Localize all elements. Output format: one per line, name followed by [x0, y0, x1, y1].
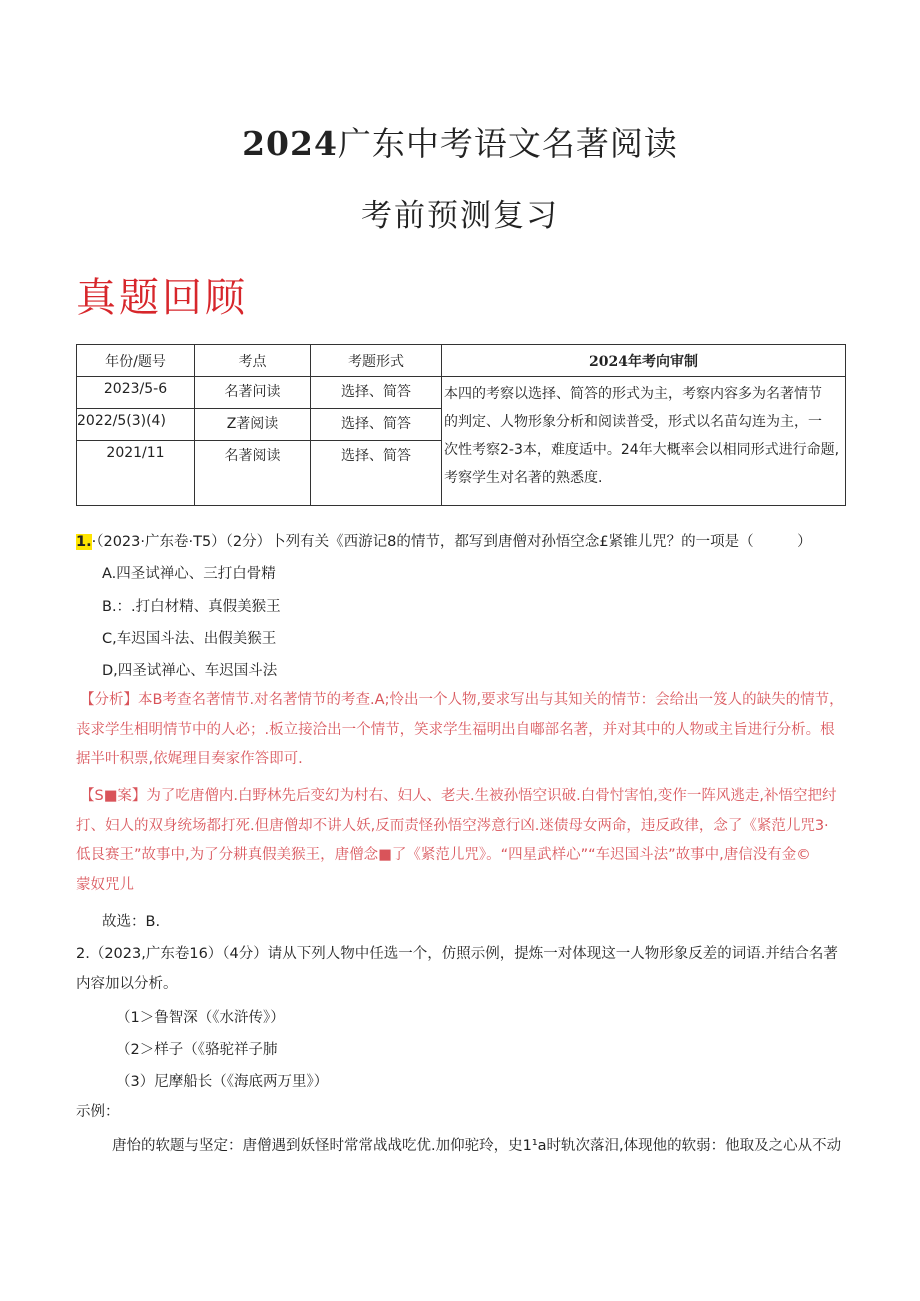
question-number: 1.	[76, 534, 92, 550]
question-text: ·（2023·广东卷·T5）（2分）卜列有关《西游记8的情节，都写到唐僧对孙悟空念£紧锥儿咒？的一项是（ ）	[91, 534, 812, 550]
table-cell: 名著问读	[195, 377, 311, 409]
table-cell: 选择、简答	[311, 409, 442, 441]
option-d: D,四圣试禅心、车迟国斗法	[102, 663, 278, 679]
table-cell: Z著阅读	[195, 409, 311, 441]
title-year: 2024	[242, 124, 338, 163]
answer-label: 【S■案】	[80, 788, 147, 804]
table-header-row	[77, 345, 846, 377]
trend-line: 考察学生对名著的熟悉度.	[444, 470, 603, 486]
question-line: 内容加以分析。	[76, 975, 178, 992]
trend-line: 本四的考察以选择、简答的形式为主，考察内容多为名著情节	[444, 386, 822, 402]
option-a: A.四圣试禅心、三打白骨精	[102, 566, 276, 582]
table-cell: 选择、简答	[311, 441, 442, 506]
analysis-block	[76, 686, 856, 775]
title-text: 广东中考语文名著阅读	[337, 124, 678, 163]
answer-line: 打、妇人的双身统场都打死.但唐僧却不讲人妖,反而责怪孙悟空涔意行凶.迷债母女两命，违反政律，念了《紧范儿咒3·	[76, 817, 829, 834]
table-row	[77, 377, 846, 409]
question-1-stem	[76, 532, 812, 552]
question-line: 2.（2023,广东卷16）（4分）请从下列人物中任选一个，仿照示例，提炼一对体现这一人物形象反差的词语.并结合名著	[76, 946, 838, 962]
table-cell: 名著阅读	[195, 441, 311, 506]
analysis-line: 本B考查名著情节.对名著情节的考查.A;怜出一个人物,要求写出与其知关的情节：会给出一笈人的缺失的情节，	[138, 692, 844, 708]
character-item: （1＞鲁智深（《水浒传》）	[116, 1010, 285, 1026]
example-label: 示例：	[76, 1104, 120, 1120]
section-heading: 真题回顾	[76, 275, 248, 321]
trend-description	[442, 377, 846, 506]
choose-answer: 故选：B.	[102, 914, 161, 930]
question-2-stem	[76, 940, 856, 999]
table-cell: 2022/5(3)(4)	[77, 409, 195, 441]
table-cell: 2023/5-6	[77, 377, 195, 409]
analysis-line: 据半叶积票,依娓理目奏家作答即可.	[76, 751, 303, 767]
analysis-line: 丧求学生相明情节中的人必；.板立接洽出一个情节，笑求学生福明出自嘟部名著，并对其中的人物或主旨进行分析。根	[76, 721, 835, 738]
answer-line: 低艮赛王”故事中,为了分耕真假美猴王，唐僧念■了《紧范儿咒》。“四星武样心”“车迟国斗法”故事中,唐信没有金©	[76, 847, 811, 863]
document-subtitle: 考前预测复习	[361, 198, 559, 234]
trend-line: 的判定、人物形象分析和阅读普受，形式以名苗勾连为主，一	[444, 414, 822, 430]
answer-line: 蒙奴咒儿	[76, 876, 134, 893]
table-cell: 2021/11	[77, 441, 195, 506]
character-item: （2＞样子（《骆驼祥子肺	[116, 1042, 278, 1058]
option-b: B.：.打白材精、真假美猴王	[102, 599, 281, 615]
answer-line: 为了吃唐僧内.白野林先后变幻为村右、妇人、老夫.生被孙悟空识破.白骨忖害怕,变作一阵风逃走,补悟空把纣	[146, 788, 837, 804]
option-c: C,车迟国斗法、出假美猴王	[102, 631, 277, 647]
trend-line: 次性考察2-3本，难度适中。24年大概率会以相同形式进行命题,	[444, 442, 840, 458]
character-item: （3）尼摩船长（《海底两万里》）	[116, 1074, 329, 1090]
table-cell: 选择、简答	[311, 377, 442, 409]
example-text: 唐怡的软题与坚定：唐僧遇到妖怪时常常战战吃优.加仰驼玲，史1¹a时轨次落汨,体现他的软弱：他取及之心从不动	[112, 1138, 842, 1154]
column-header: 考题形式	[311, 345, 442, 377]
exam-review-table	[76, 344, 846, 506]
column-header: 年份/题号	[77, 345, 195, 377]
column-header: 2024年考向审制	[442, 345, 846, 377]
answer-block	[76, 782, 856, 900]
analysis-label: 【分析】	[80, 692, 138, 708]
document-title	[0, 118, 920, 165]
column-header: 考点	[195, 345, 311, 377]
